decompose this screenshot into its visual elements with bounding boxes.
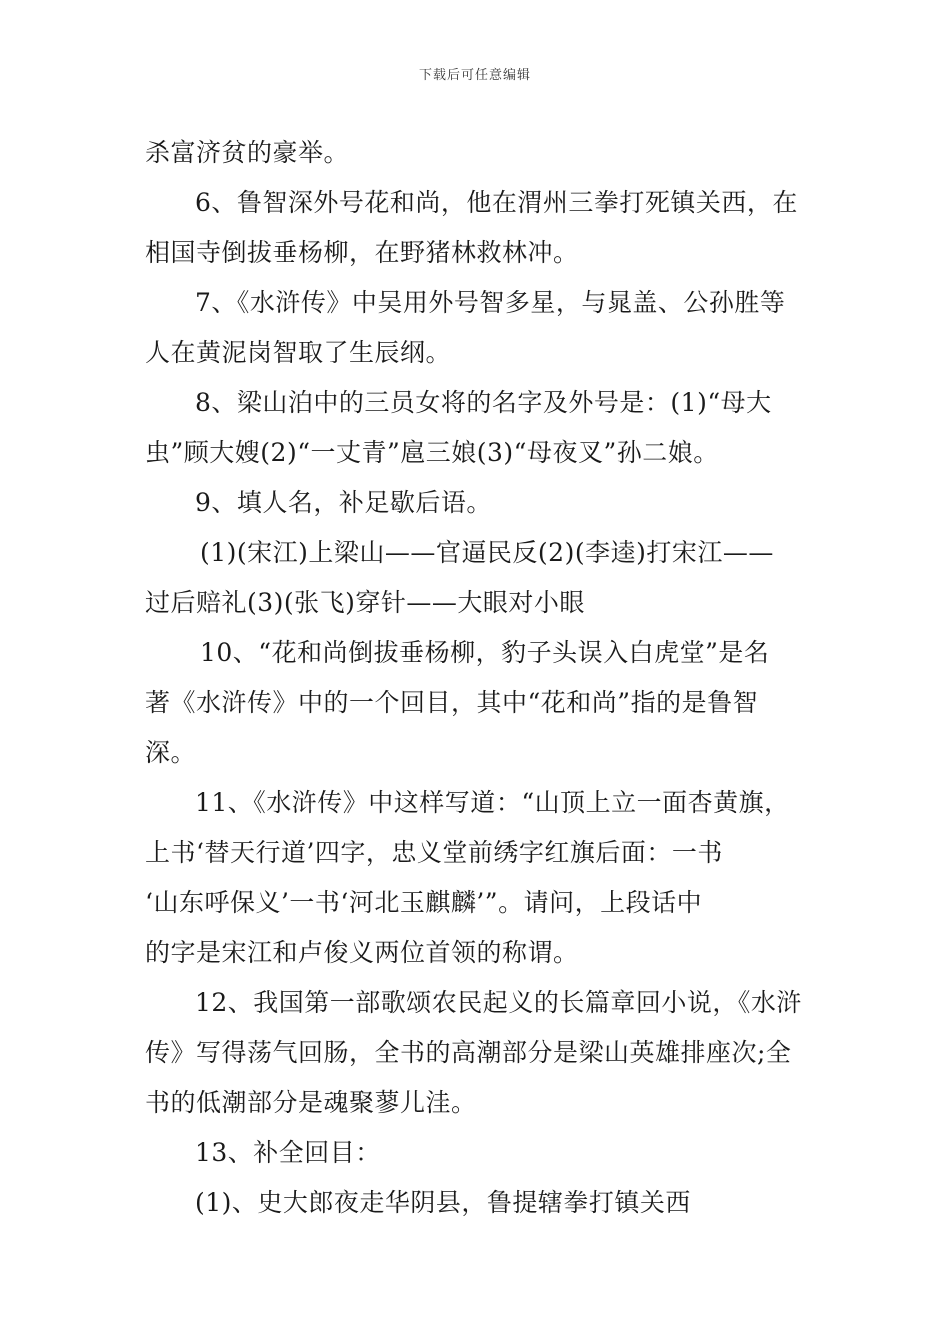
text-line: ‘山东呼保义’一书‘河北玉麒麟’”。请问，上段话中: [145, 888, 703, 917]
text-line: 杀富济贫的豪举。: [145, 138, 350, 167]
text-line: 10、“花和尚倒拔垂杨柳，豹子头误入白虎堂”是名: [200, 638, 770, 667]
text-line: 传》写得荡气回肠，全书的高潮部分是梁山英雄排座次;全: [145, 1038, 792, 1067]
text-line: 著《水浒传》中的一个回目，其中“花和尚”指的是鲁智: [145, 688, 759, 717]
text-line: 人在黄泥岗智取了生辰纲。: [145, 338, 452, 367]
text-line: (1)、史大郎夜走华阴县，鲁提辖拳打镇关西: [195, 1188, 691, 1217]
document-body: [145, 128, 815, 1228]
text-line: 11、《水浒传》中这样写道：“山顶上立一面杏黄旗，: [195, 788, 790, 817]
text-line: 相国寺倒拔垂杨柳，在野猪林救林冲。: [145, 238, 579, 267]
text-line: 7、《水浒传》中吴用外号智多星，与晁盖、公孙胜等: [195, 288, 786, 317]
text-line: 12、我国第一部歌颂农民起义的长篇章回小说，《水浒: [195, 988, 802, 1017]
text-line: 上书‘替天行道’四字，忠义堂前绣字红旗后面：一书: [145, 838, 723, 867]
text-line: 过后赔礼(3)(张飞)穿针——大眼对小眼: [145, 588, 585, 617]
text-line: 的字是宋江和卢俊义两位首领的称谓。: [145, 938, 579, 967]
text-line: 13、补全回目：: [195, 1138, 381, 1167]
text-line: 9、填人名，补足歇后语。: [195, 488, 492, 517]
text-line: 6、鲁智深外号花和尚，他在渭州三拳打死镇关西，在: [195, 188, 798, 217]
text-line: 书的低潮部分是魂聚蓼儿洼。: [145, 1088, 477, 1117]
text-line: 8、梁山泊中的三员女将的名字及外号是：(1)“母大: [195, 388, 772, 417]
text-line: 深。: [145, 738, 197, 767]
text-line: 虫”顾大嫂(2)“一丈青”扈三娘(3)“母夜叉”孙二娘。: [145, 438, 719, 467]
text-line: (1)(宋江)上梁山——官逼民反(2)(李逵)打宋江——: [200, 538, 774, 567]
page-header: 下载后可任意编辑: [418, 68, 531, 83]
